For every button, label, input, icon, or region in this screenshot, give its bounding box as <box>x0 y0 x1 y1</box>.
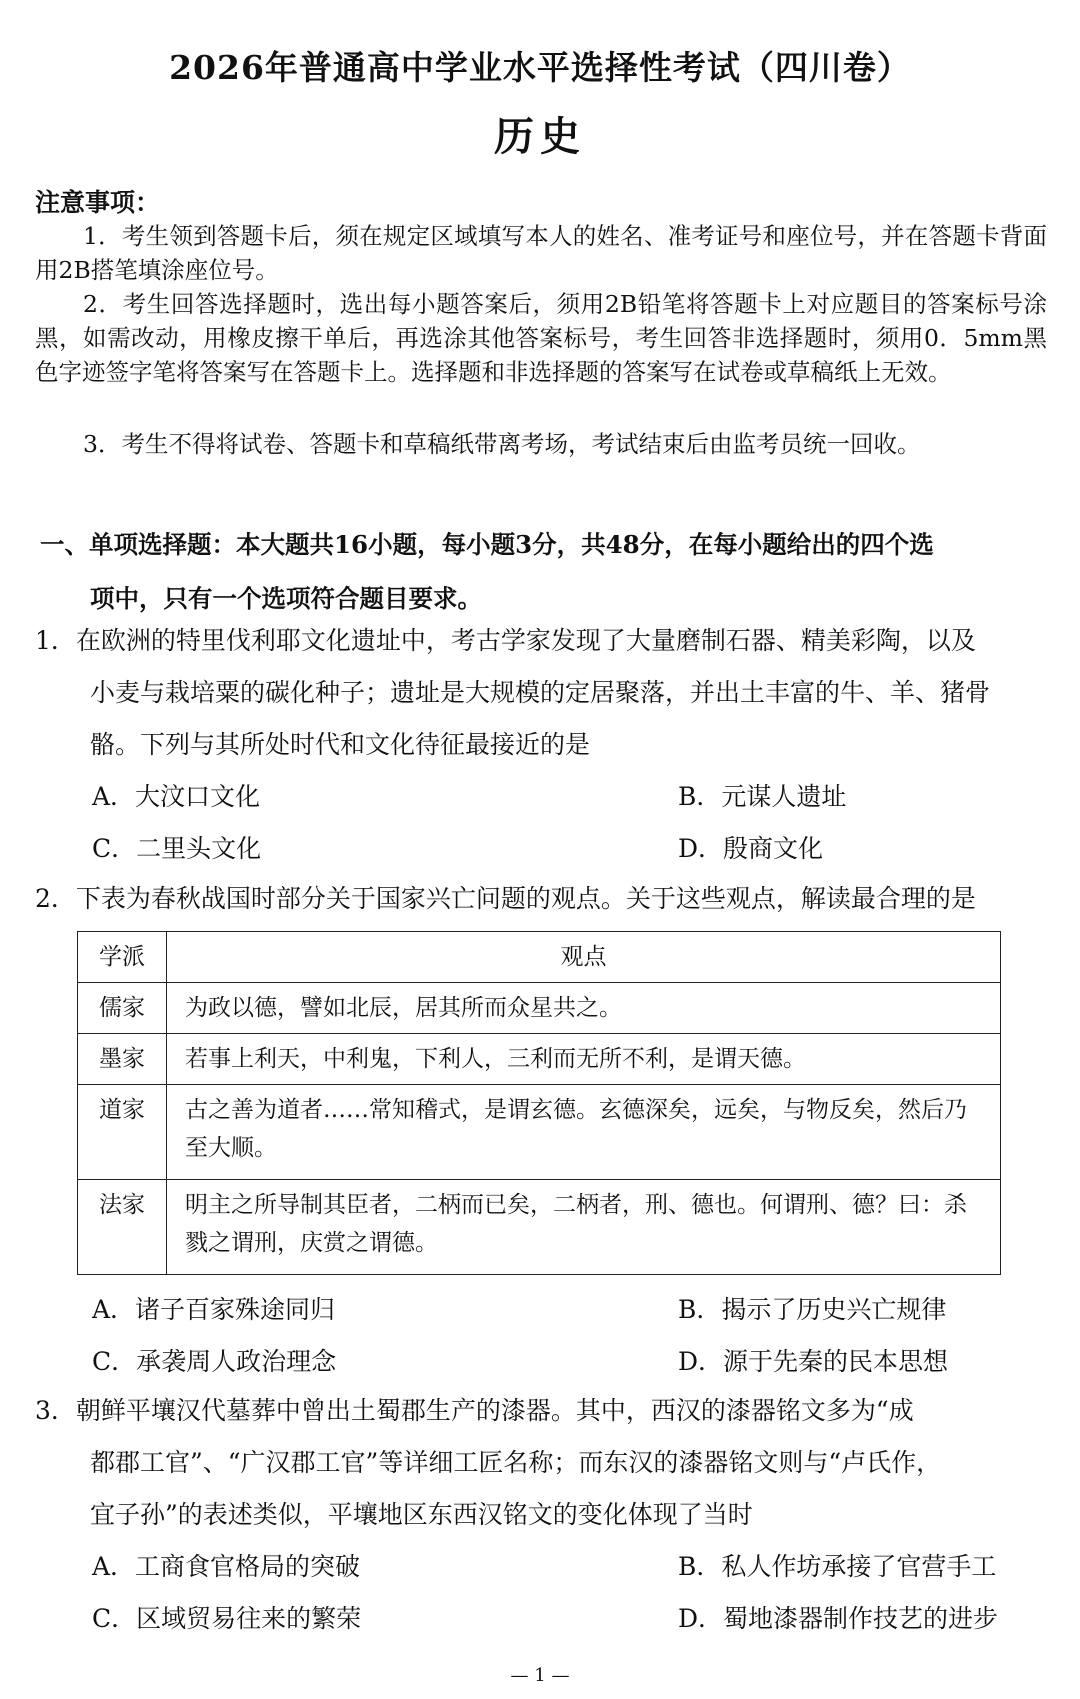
table-header-view: 观点 <box>167 932 1001 983</box>
table-row <box>78 983 1001 1034</box>
table-cell-school: 道家 <box>78 1085 167 1180</box>
table-row <box>78 1085 1001 1180</box>
table-cell-school: 墨家 <box>78 1034 167 1085</box>
section-heading-line-1: 一、单项选择题：本大题共16小题，每小题3分，共48分，在每小题给出的四个选 <box>40 530 934 559</box>
table-cell-view: 明主之所导制其臣者，二柄而已矣，二柄者，刑、德也。何谓刑、德？曰：杀戮之谓刑，庆赏之谓德。 <box>167 1180 1001 1275</box>
table-row <box>78 1034 1001 1085</box>
question-3-option-b[interactable]: B．私人作坊承接了官营手工 <box>678 1552 997 1581</box>
question-1-option-b[interactable]: B．元谋人遗址 <box>678 782 847 811</box>
subject-title: 历史 <box>494 113 586 160</box>
section-heading <box>40 518 1040 626</box>
notice-item-2: 2．考生回答选择题时，选出每小题答案后，须用2B铅笔将答题卡上对应题目的答案标号涂黑，如需改动，用橡皮擦干单后，再选涂其他答案标号，考生回答非选择题时，须用0．5mm黑色字迹签字笔将答案写在答题卡上。选择题和非选择题的答案写在试卷或草稿纸上无效。 <box>35 290 1047 386</box>
table-row <box>78 1180 1001 1275</box>
exam-title: 2026年普通高中学业水平选择性考试（四川卷） <box>169 48 911 87</box>
question-1 <box>35 615 1045 771</box>
question-3-line-2: 都郡工官”、“广汉郡工官”等详细工匠名称；而东汉的漆器铭文则与“卢氏作， <box>90 1448 942 1477</box>
table-cell-view: 为政以德，譬如北辰，居其所而众星共之。 <box>167 983 1001 1034</box>
table-cell-school: 儒家 <box>78 983 167 1034</box>
question-1-option-d[interactable]: D．殷商文化 <box>678 834 824 863</box>
question-1-options-row-2 <box>92 829 1052 869</box>
question-1-option-c[interactable]: C．二里头文化 <box>92 834 262 863</box>
question-1-line-3: 骼。下列与其所处时代和文化待征最接近的是 <box>90 730 591 759</box>
question-1-line-1: 1．在欧洲的特里伐利耶文化遗址中，考古学家发现了大量磨制石器、精美彩陶，以及 <box>35 626 976 655</box>
question-2-line-1: 2．下表为春秋战国时部分关于国家兴亡问题的观点。关于这些观点，解读最合理的是 <box>35 884 976 913</box>
question-1-option-a[interactable]: A．大汶口文化 <box>92 782 261 811</box>
question-3-options-row-1 <box>92 1547 1052 1587</box>
question-3-option-a[interactable]: A．工商食官格局的突破 <box>92 1552 361 1581</box>
question-3-option-c[interactable]: C．区域贸易往来的繁荣 <box>92 1604 362 1633</box>
question-3-line-3: 宜子孙”的表述类似，平壤地区东西汉铭文的变化体现了当时 <box>90 1500 753 1529</box>
question-2 <box>35 873 1045 925</box>
table-header-school: 学派 <box>78 932 167 983</box>
question-2-option-d[interactable]: D．源于先秦的民本思想 <box>678 1347 949 1376</box>
question-1-line-2: 小麦与栽培粟的碳化种子；遗址是大规模的定居聚落，并出土丰富的牛、羊、猪骨 <box>90 678 991 707</box>
table-cell-school: 法家 <box>78 1180 167 1275</box>
question-2-option-c[interactable]: C．承袭周人政治理念 <box>92 1347 337 1376</box>
question-2-options-row-1 <box>92 1290 1052 1330</box>
notice-heading: 注意事项： <box>35 188 161 217</box>
question-3-option-d[interactable]: D．蜀地漆器制作技艺的进步 <box>678 1604 999 1633</box>
question-1-options-row-1 <box>92 777 1052 817</box>
question-3-options-row-2 <box>92 1599 1052 1639</box>
question-2-option-a[interactable]: A．诸子百家殊途同归 <box>92 1295 336 1324</box>
notice-item-3: 3．考生不得将试卷、答题卡和草稿纸带离考场，考试结束后由监考员统一回收。 <box>83 430 921 458</box>
question-2-options-row-2 <box>92 1342 1052 1382</box>
schools-views-table <box>77 931 1001 1275</box>
table-cell-view: 古之善为道者……常知稽式，是谓玄德。玄德深矣，远矣，与物反矣，然后乃至大顺。 <box>167 1085 1001 1180</box>
question-3-line-1: 3．朝鲜平壤汉代墓葬中曾出土蜀郡生产的漆器。其中，西汉的漆器铭文多为“成 <box>35 1396 914 1425</box>
question-3 <box>35 1385 1045 1541</box>
question-2-option-b[interactable]: B．揭示了历史兴亡规律 <box>678 1295 947 1324</box>
notice-item-1: 1．考生领到答题卡后，须在规定区域填写本人的姓名、准考证号和座位号，并在答题卡背面用2B搭笔填涂座位号。 <box>35 222 1047 284</box>
section-heading-line-2: 项中，只有一个选项符合题目要求。 <box>90 584 482 613</box>
table-cell-view: 若事上利天，中利鬼，下利人，三利而无所不利，是谓天德。 <box>167 1034 1001 1085</box>
table-header-row <box>78 932 1001 983</box>
page-number: — 1 — <box>510 1665 570 1686</box>
